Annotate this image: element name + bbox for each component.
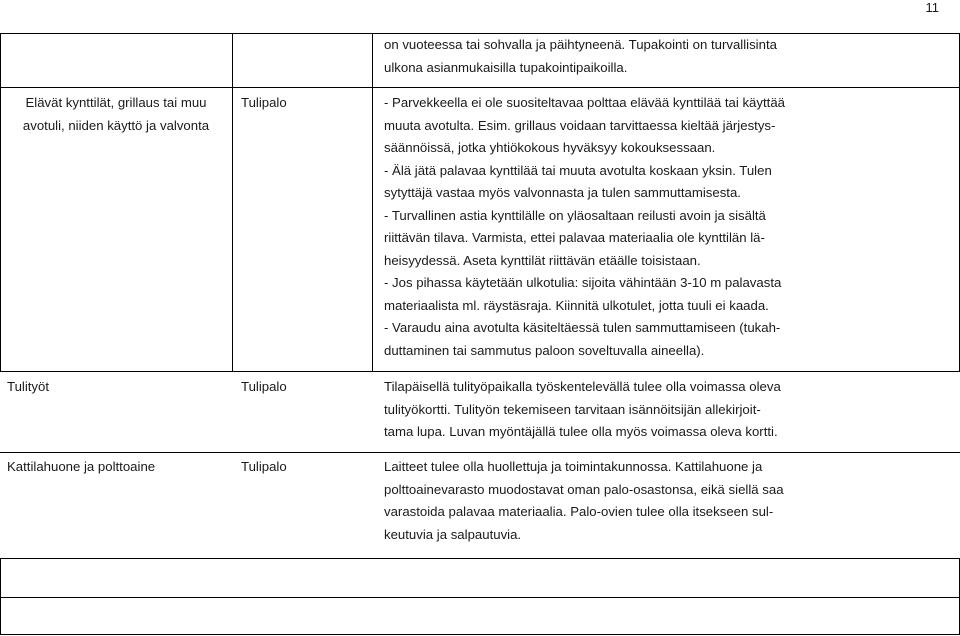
content-line: Laitteet tulee olla huollettuja ja toimintakunnossa. Kattilahuone ja [384,459,763,474]
content-line: - Turvallinen astia kynttilälle on yläosaltaan reilusti avoin ja sisältä [384,207,766,223]
page-number: 11 [925,0,939,15]
label-line: Tulityöt [7,379,50,394]
row-responsible [241,376,287,399]
content-line: duttaminen tai sammutus paloon soveltuvalla aineella). [384,342,705,358]
content-line: sytyttäjä vastaa myös valvonnasta ja tulen sammuttamisesta. [384,185,741,200]
table-border-bottom [0,634,960,635]
content-line: keutuvia ja salpautuvia. [384,526,522,542]
label-line: avotuli, niiden käyttö ja valvonta [22,117,210,133]
row-content [384,376,781,444]
responsible-text: Tulipalo [241,379,287,394]
content-line: ulkona asianmukaisilla tupakointipaikoilla. [384,59,628,75]
content-line: heisyydessä. Aseta kynttilät riittävän etäälle toisistaan. [384,252,701,268]
content-line: tama lupa. Luvan myöntäjällä tulee olla myös voimassa oleva kortti. [384,424,778,439]
row-divider [0,87,960,88]
content-line: - Parvekkeella ei ole suositeltavaa polttaa elävää kynttilää tai käyttää [384,95,785,110]
content-line: riittävän tilava. Varmista, ettei palavaa materiaalia ole kynttilän lä- [384,230,765,245]
row-responsible [241,456,287,479]
label-line: Elävät kynttilät, grillaus tai muu [25,95,207,110]
row-content [384,34,777,79]
responsible-text: Tulipalo [241,95,287,110]
row-divider [0,558,960,559]
content-line: polttoainevarasto muodostavat oman palo-osastonsa, eikä siellä saa [384,481,784,497]
content-line: tulityökortti. Tulityön tekemiseen tarvitaan isännöitsijän allekirjoit- [384,401,761,417]
column-divider [0,33,1,371]
column-divider [232,33,233,371]
row-divider [0,452,960,453]
content-line: - Varaudu aina avotulta käsiteltäessä tulen sammuttamiseen (tukah- [384,320,781,335]
column-divider [372,33,373,371]
content-line: - Jos pihassa käytetään ulkotulia: sijoita vähintään 3-10 m palavasta [384,275,782,290]
content-line: materiaalista ml. räystäsraja. Kiinnitä ulkotulet, jotta tuuli ei kaada. [384,297,769,313]
row-label [7,376,49,399]
content-line: Tilapäisellä tulityöpaikalla työskentelevällä tulee olla voimassa oleva [384,379,781,394]
content-line: säännöissä, jotka yhtiökokous hyväksyy kokouksessaan. [384,140,716,155]
row-content [384,92,785,362]
column-divider [0,558,1,635]
content-line: muuta avotulta. Esim. grillaus voidaan tarvittaessa kieltää järjestys- [384,117,776,133]
content-line: varastoida palavaa materiaalia. Palo-ovien tulee olla itsekseen sul- [384,504,774,519]
row-label [7,456,155,479]
content-line: - Älä jätä palavaa kynttilää tai muuta avotulta koskaan yksin. Tulen [384,162,772,178]
responsible-text: Tulipalo [241,459,287,474]
row-label [7,92,225,137]
row-content [384,456,784,546]
row-divider [0,597,960,598]
row-divider [0,371,960,372]
row-responsible [241,92,287,115]
content-line: on vuoteessa tai sohvalla ja päihtyneenä. Tupakointi on turvallisinta [384,37,777,52]
label-line: Kattilahuone ja polttoaine [7,459,156,474]
